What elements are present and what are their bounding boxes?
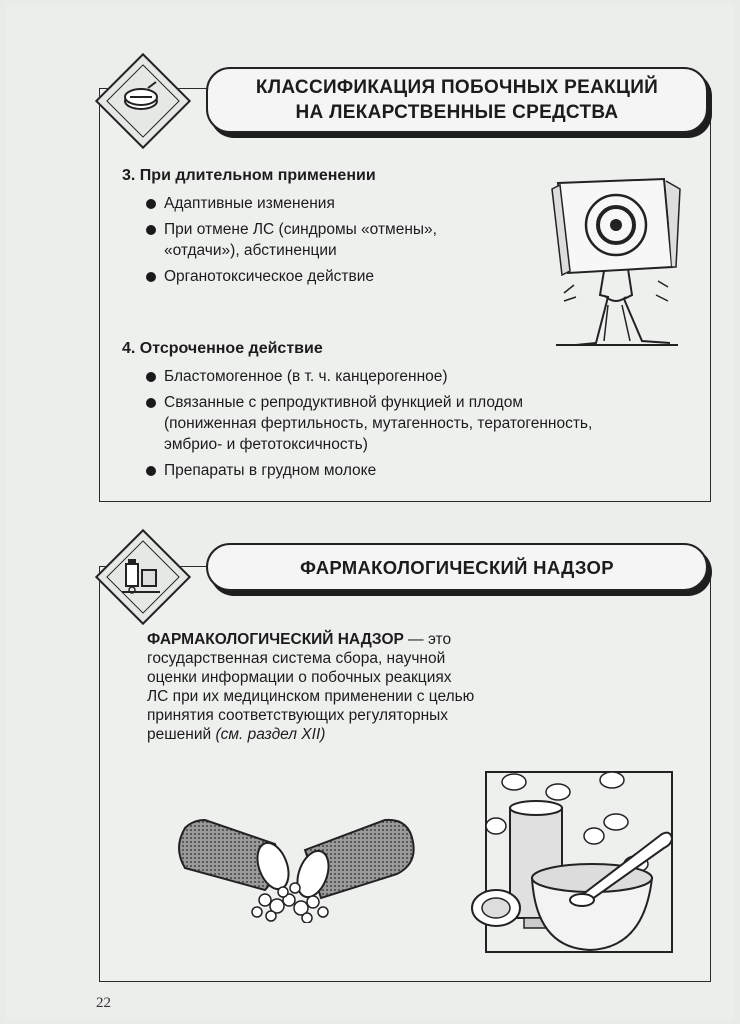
open-capsule-illustration — [165, 808, 420, 923]
section-1-badge — [96, 54, 186, 144]
definition-text: — это государственная система сбора, научной оценки информации о побочных реакциях ЛС при их медицинском применении с целью принятия соответствующих регуляторных решений — [147, 631, 475, 743]
list-item: Препараты в грудном молоке — [144, 460, 614, 481]
section-1-title-line2: НА ЛЕКАРСТВЕННЫЕ СРЕДСТВА — [295, 102, 619, 123]
group-4-list — [144, 366, 614, 486]
list-item: При отмене ЛС (синдромы «отмены», «отдачи»), абстиненции — [144, 219, 509, 261]
section-1-title — [206, 67, 708, 133]
list-item: Адаптивные изменения — [144, 193, 514, 214]
list-item: Связанные с репродуктивной функцией и плодом (пониженная фертильность, мутагенность, тератогенность, эмбрио- и фетотоксичность) — [144, 392, 614, 455]
section-2-badge — [96, 530, 186, 620]
section-1-title-line1: КЛАССИФИКАЦИЯ ПОБОЧНЫХ РЕАКЦИЙ — [255, 77, 659, 98]
mortar-pestle-pills-illustration — [466, 768, 676, 958]
page-number: 22 — [96, 995, 111, 1011]
group-3-list — [144, 193, 514, 292]
definition-block — [147, 630, 477, 744]
definition-term: ФАРМАКОЛОГИЧЕСКИЙ НАДЗОР — [147, 631, 404, 648]
target-on-stand-illustration — [546, 175, 686, 350]
list-item: Органотоксическое действие — [144, 266, 514, 287]
section-2-title: ФАРМАКОЛОГИЧЕСКИЙ НАДЗОР — [206, 543, 708, 591]
group-4-heading: 4. Отсроченное действие — [122, 340, 323, 357]
list-item: Бластомогенное (в т. ч. канцерогенное) — [144, 366, 614, 387]
group-3-heading: 3. При длительном применении — [122, 167, 376, 184]
definition-reference: (см. раздел XII) — [215, 726, 326, 743]
pill-icon — [118, 76, 164, 122]
medicine-bottles-icon — [118, 552, 164, 598]
